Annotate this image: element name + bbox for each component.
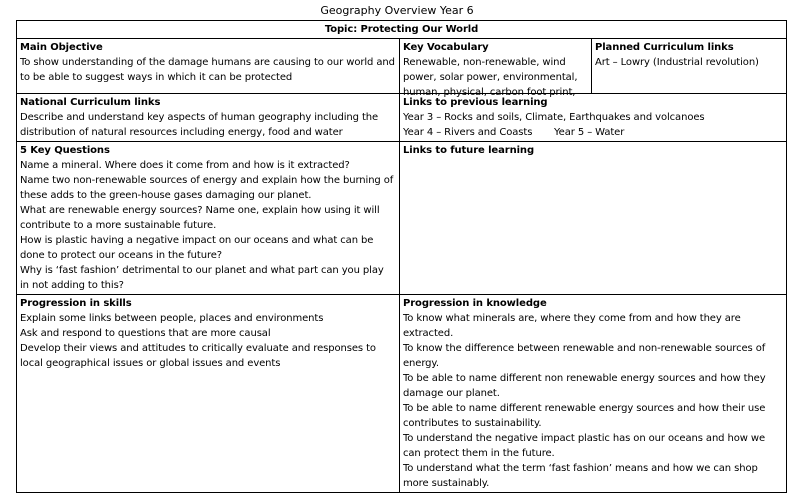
progression-skill-line: Develop their views and attitudes to critically evaluate and responses to: [20, 343, 376, 354]
curriculum-row: [17, 94, 787, 142]
progression-knowledge-line: To be able to name different renewable energy sources and how their use: [403, 403, 766, 414]
progression-knowledge-line: To understand what the term ‘fast fashion’ means and how we can shop: [403, 463, 758, 474]
key-vocabulary-cell: [400, 39, 592, 98]
previous-learning-year4: Year 4 – Rivers and Coasts: [403, 127, 533, 138]
key-question-line: contribute to a more sustainable future.: [20, 220, 217, 231]
previous-learning-cell: [400, 94, 787, 142]
document-title: Geography Overview Year 6: [320, 4, 474, 17]
progression-row: [17, 295, 787, 493]
overview-table: [16, 20, 787, 493]
progression-skill-line: Ask and respond to questions that are more causal: [20, 328, 271, 339]
previous-learning-year4-5: [403, 125, 783, 140]
main-objective-heading: Main Objective: [20, 42, 103, 53]
progression-knowledge-line: contributes to sustainability.: [403, 418, 542, 429]
future-learning-cell: [400, 142, 787, 295]
key-questions-heading: 5 Key Questions: [20, 145, 110, 156]
national-curriculum-heading: National Curriculum links: [20, 97, 161, 108]
progression-skill-line: local geographical issues or global issues and events: [20, 358, 281, 369]
progression-knowledge-line: can protect them in the future.: [403, 448, 555, 459]
national-curriculum-line: distribution of natural resources including energy, food and water: [20, 127, 343, 138]
progression-knowledge-line: energy.: [403, 358, 439, 369]
key-question-line: Name two non-renewable sources of energy and explain how the burning of: [20, 175, 394, 186]
previous-learning-year5: Year 5 – Water: [554, 127, 625, 138]
planned-links-cell: [592, 39, 787, 94]
progression-knowledge-line: damage our planet.: [403, 388, 500, 399]
progression-knowledge-line: extracted.: [403, 328, 454, 339]
key-question-line: How is plastic having a negative impact on our oceans and what can be: [20, 235, 374, 246]
topic-title: Topic: Protecting Our World: [17, 21, 787, 39]
previous-learning-heading: Links to previous learning: [403, 97, 548, 108]
progression-skills-heading: Progression in skills: [20, 298, 132, 309]
previous-learning-year3: Year 3 – Rocks and soils, Climate, Earthquakes and volcanoes: [403, 112, 705, 123]
future-learning-heading: Links to future learning: [403, 145, 535, 156]
key-question-line: in not adding to this?: [20, 280, 124, 291]
key-question-line: done to protect our oceans in the future?: [20, 250, 223, 261]
progression-knowledge-line: To be able to name different non renewable energy sources and how they: [403, 373, 766, 384]
progression-knowledge-line: more sustainably.: [403, 478, 490, 489]
planned-links-text: Art – Lowry (Industrial revolution): [595, 57, 759, 68]
key-vocabulary-line: human, physical, carbon foot print,: [403, 87, 576, 98]
progression-skill-line: Explain some links between people, places and environments: [20, 313, 324, 324]
key-questions-cell: [17, 142, 400, 295]
key-vocabulary-line: power, solar power, environmental,: [403, 72, 578, 83]
topic-row: [17, 21, 787, 39]
key-question-line: these adds to the green-house gases damaging our planet.: [20, 190, 312, 201]
key-vocabulary-line: Renewable, non-renewable, wind: [403, 57, 566, 68]
key-question-line: What are renewable energy sources? Name one, explain how using it will: [20, 205, 380, 216]
progression-knowledge-line: To understand the negative impact plastic has on our oceans and how we: [403, 433, 766, 444]
main-objective-line: To show understanding of the damage humans are causing to our world and: [20, 57, 395, 68]
progression-knowledge-heading: Progression in knowledge: [403, 298, 547, 309]
planned-links-heading: Planned Curriculum links: [595, 42, 734, 53]
main-objective-line: to be able to suggest ways in which it can be protected: [20, 72, 293, 83]
objective-row: [17, 39, 787, 94]
progression-knowledge-cell: [400, 295, 787, 493]
progression-knowledge-line: To know the difference between renewable and non-renewable sources of: [403, 343, 766, 354]
national-curriculum-cell: [17, 94, 400, 142]
national-curriculum-line: Describe and understand key aspects of human geography including the: [20, 112, 379, 123]
progression-knowledge-line: To know what minerals are, where they come from and how they are: [403, 313, 741, 324]
main-objective-cell: [17, 39, 400, 94]
questions-row: [17, 142, 787, 295]
progression-skills-cell: [17, 295, 400, 493]
key-question-line: Why is ‘fast fashion’ detrimental to our planet and what part can you play: [20, 265, 384, 276]
key-question-line: Name a mineral. Where does it come from and how is it extracted?: [20, 160, 350, 171]
key-vocabulary-heading: Key Vocabulary: [403, 42, 489, 53]
